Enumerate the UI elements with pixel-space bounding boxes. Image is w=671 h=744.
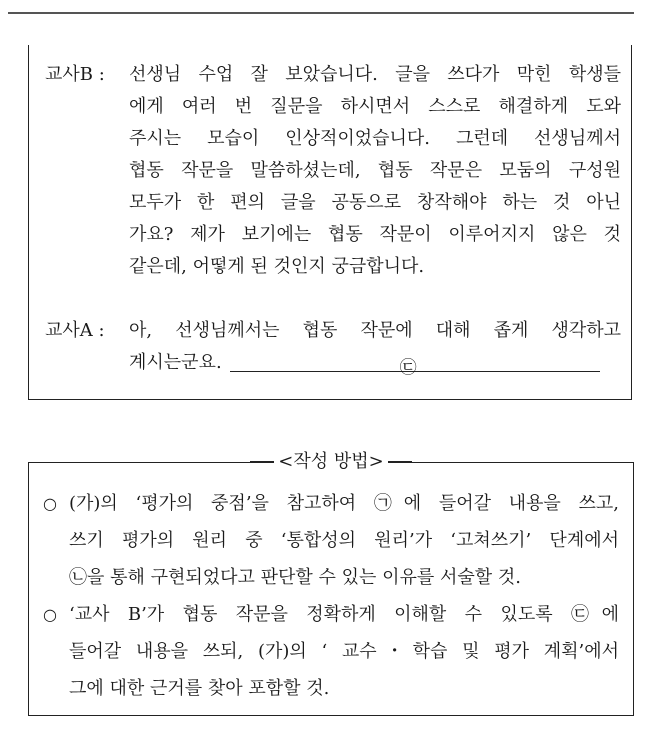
- text-line: 협동 작문을 말씀하셨는데, 협동 작문은 모둠의 구성원: [129, 160, 621, 181]
- text-line: ㉡을 통해 구현되었다고 판단할 수 있는 이유를 서술할 것.: [69, 567, 522, 588]
- text-line: (가)의 ‘평가의 중점’을 참고하여 ㉠에 들어갈 내용을 쓰고,: [69, 493, 619, 514]
- method-title-text: <작성 방법>: [274, 451, 387, 472]
- bullet-icon: ○: [43, 494, 57, 513]
- title-rule-left: [250, 461, 274, 463]
- text-line: 같은데, 어떻게 된 것인지 궁금합니다.: [129, 256, 425, 277]
- text-line: ‘교사 B’가 협동 작문을 정확하게 이해할 수 있도록 ㉢에: [69, 604, 619, 625]
- text-line-with-blank: [129, 347, 621, 379]
- teacher-a-speech: [45, 315, 621, 379]
- text-line: 들어갈 내용을 쓰되, (가)의 ‘ 교수・학습 및 평가 계획’에서: [69, 641, 619, 662]
- method-item: [39, 596, 619, 707]
- text-line: 모두가 한 편의 글을 공동으로 창작해야 하는 것 아닌: [129, 192, 621, 213]
- text-line: 에게 여러 번 질문을 하시면서 스스로 해결하게 도와: [129, 96, 621, 117]
- top-divider: [8, 12, 634, 14]
- method-list: [39, 485, 619, 707]
- writing-method-box: [28, 451, 634, 716]
- title-rule-right: [388, 461, 412, 463]
- teacher-b-speaker-label: 교사B :: [45, 64, 105, 85]
- text-line: 아, 선생님께서는 협동 작문에 대해 좁게 생각하고: [129, 320, 621, 341]
- blank-marker: ㉢: [399, 358, 417, 378]
- text-line: 주시는 모습이 인상적이었습니다. 그런데 선생님께서: [129, 128, 621, 149]
- teacher-a-speaker-label: 교사A :: [45, 320, 105, 341]
- text-line: 선생님 수업 잘 보았습니다. 글을 쓰다가 막힌 학생들: [129, 64, 621, 85]
- text-line: 가요? 제가 보기에는 협동 작문이 이루어지지 않은 것: [129, 224, 621, 245]
- text-line: 그에 대한 근거를 찾아 포함할 것.: [69, 678, 330, 699]
- method-item: [39, 485, 619, 596]
- method-title: [29, 450, 633, 474]
- teacher-a-text: [129, 315, 621, 379]
- answer-blank: [230, 351, 600, 378]
- text-line: 쓰기 평가의 원리 중 ‘통합성의 원리’가 ‘고쳐쓰기’ 단계에서: [69, 530, 619, 551]
- text-segment: 계시는군요.: [129, 352, 222, 373]
- bullet-icon: ○: [43, 605, 57, 624]
- teacher-b-text: [129, 59, 621, 283]
- teacher-b-speech: [45, 59, 621, 283]
- dialogue-box: [28, 45, 632, 400]
